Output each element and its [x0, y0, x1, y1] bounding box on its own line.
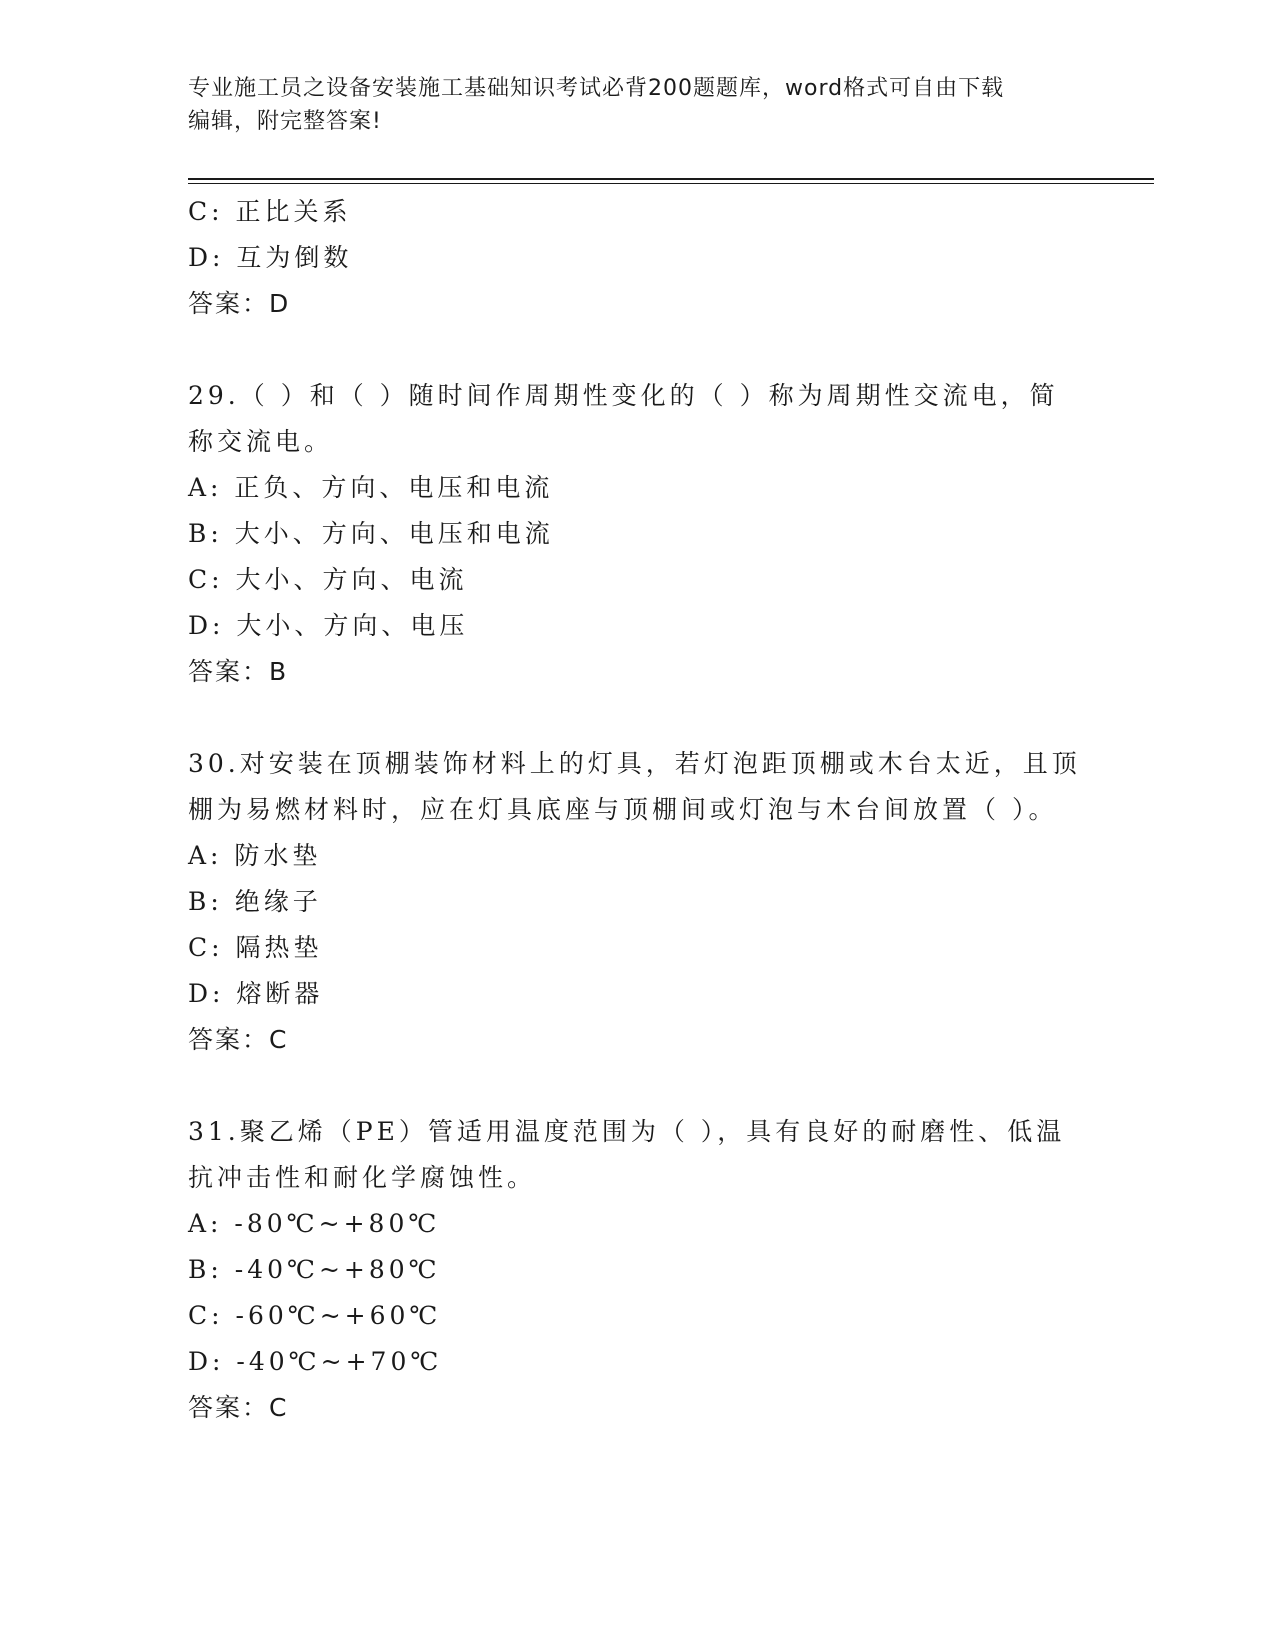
q31-answer: 答案：C [188, 1393, 289, 1422]
q29-option-a: A: 正负、方向、电压和电流 [188, 473, 554, 502]
document-header [188, 72, 1088, 138]
q31-option-c: C: -60℃~+60℃ [188, 1301, 442, 1330]
q30-option-b: B: 绝缘子 [188, 887, 322, 916]
prev-option-c: C: 正比关系 [188, 197, 352, 226]
header-line-1: 专业施工员之设备安装施工基础知识考试必背200题题库，word格式可自由下载 [188, 76, 1005, 101]
prev-answer: 答案：D [188, 289, 291, 318]
q29-option-c: C: 大小、方向、电流 [188, 565, 468, 594]
prev-option-d: D: 互为倒数 [188, 243, 353, 272]
q31-option-d: D: -40℃~+70℃ [188, 1347, 443, 1376]
q29-answer: 答案：B [188, 657, 289, 686]
q29-stem-line-2: 称交流电。 [188, 427, 334, 456]
q31-option-b: B: -40℃~+80℃ [188, 1255, 441, 1284]
q29-option-d: D: 大小、方向、电压 [188, 611, 469, 640]
q30-option-c: C: 隔热垫 [188, 933, 323, 962]
q30-option-d: D: 熔断器 [188, 979, 324, 1008]
q30-option-a: A: 防水垫 [188, 841, 322, 870]
q31-stem-line-2: 抗冲击性和耐化学腐蚀性。 [188, 1163, 537, 1192]
header-divider-thick [188, 178, 1154, 180]
header-line-2: 编辑，附完整答案! [188, 109, 382, 134]
q29-option-b: B: 大小、方向、电压和电流 [188, 519, 554, 548]
q30-stem-line-1: 30.对安装在顶棚装饰材料上的灯具，若灯泡距顶棚或木台太近，且顶 [188, 749, 1081, 778]
q31-stem-line-1: 31.聚乙烯（PE）管适用温度范围为（ ），具有良好的耐磨性、低温 [188, 1117, 1066, 1146]
q29-stem-line-1: 29.（ ）和（ ）随时间作周期性变化的（ ）称为周期性交流电，简 [188, 381, 1059, 410]
q30-stem-line-2: 棚为易燃材料时，应在灯具底座与顶棚间或灯泡与木台间放置（ ）。 [188, 795, 1058, 824]
q30-answer: 答案：C [188, 1025, 289, 1054]
q31-option-a: A: -80℃~+80℃ [188, 1209, 441, 1238]
header-divider-thin [188, 183, 1154, 184]
